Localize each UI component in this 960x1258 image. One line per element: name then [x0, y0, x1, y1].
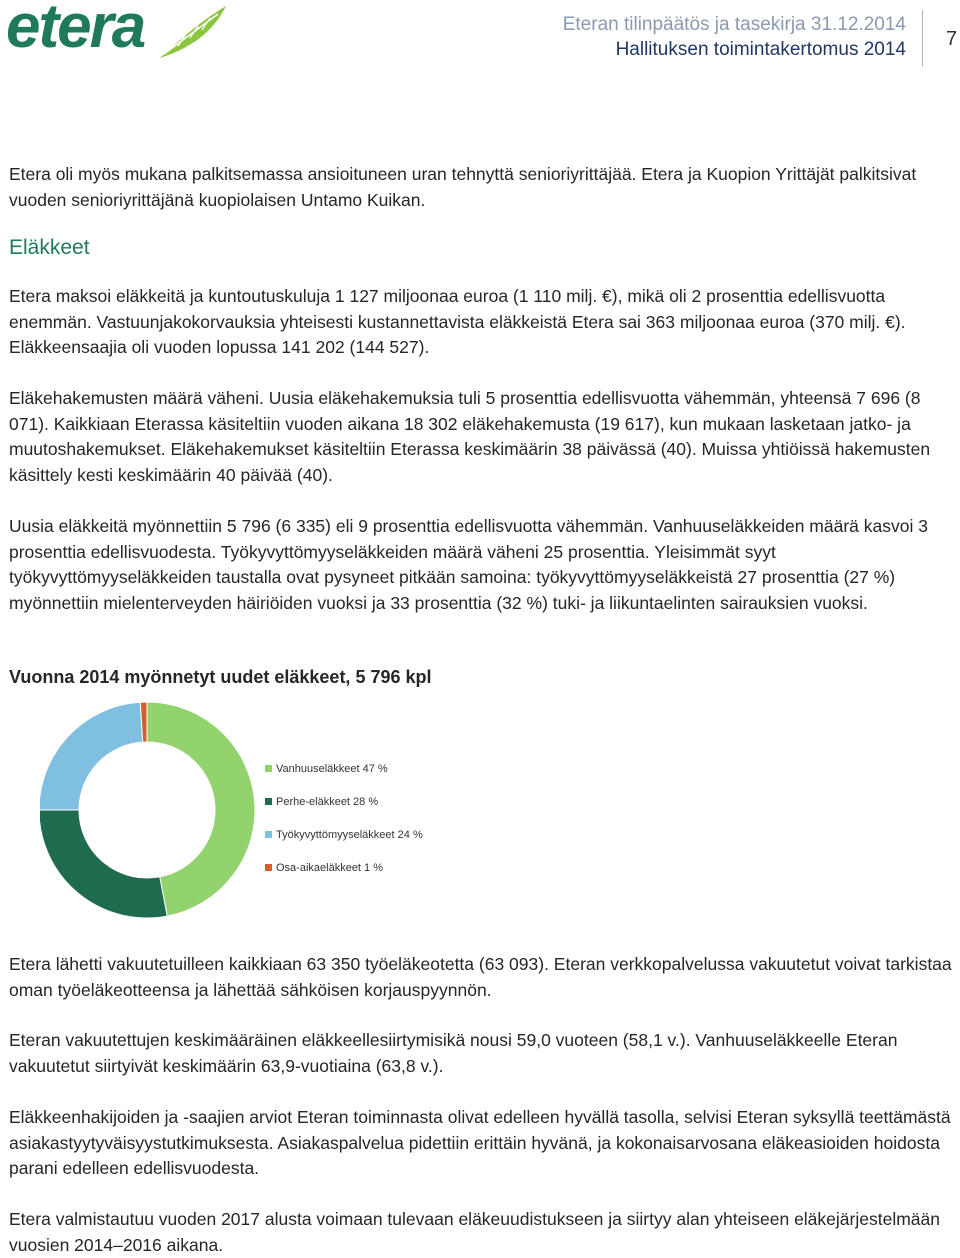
leaf-icon [156, 4, 230, 62]
paragraph-retirement-age: Eteran vakuutettujen keskimääräinen eläkkeellesiirtymisikä nousi 59,0 vuoteen (58,1 v.). Vanhuuseläkkeelle Eteran vakuutetut siirtyivät keskimäärin 63,9-vuotiaina (63,8 v.). [9, 1030, 898, 1076]
legend-label-1: Perhe-eläkkeet 28 % [276, 796, 379, 808]
intro-paragraph: Etera oli myös mukana palkitsemassa ansioituneen uran tehnyttä senioriyrittäjää. Etera ja Kuopion Yrittäjät palkitsivat vuoden senioriyrittäjänä kuopiolaisen Untamo Kuikan. [9, 164, 917, 210]
paragraph-pension-reform: Etera valmistautuu vuoden 2017 alusta voimaan tulevaan eläkeuudistukseen ja siirtyy alan yhteiseen eläkejärjestelmään vuosien 2014–2016 aikana. [9, 1209, 940, 1255]
paragraph-pensions-paid: Etera maksoi eläkkeitä ja kuntoutuskuluja 1 127 miljoonaa euroa (1 110 milj. €), mikä oli 2 prosenttia edellisvuotta enemmän. Vastuunjakokorvauksia yhteisesti kustannettavista eläkkeistä Etera sai 363 miljoonaa euroa (370 milj. €). Eläkkeensaajia oli vuoden lopussa 141 202 (144 527). [9, 286, 906, 357]
donut-slice-1 [40, 810, 167, 918]
donut-slice-2 [40, 702, 143, 810]
legend-label-3: Osa-aikaeläkkeet 1 % [276, 862, 383, 874]
header-divider [922, 10, 923, 66]
legend-label-2: Työkyvyttömyyseläkkeet 24 % [276, 829, 423, 841]
header-report-title: Eteran tilinpäätös ja tasekirja 31.12.2014 [562, 14, 906, 35]
header-section-title: Hallituksen toimintakertomus 2014 [615, 39, 906, 60]
logo-wordmark: etera [6, 0, 145, 61]
legend-swatch-3 [265, 864, 272, 871]
paragraph-new-pensions: Uusia eläkkeitä myönnettiin 5 796 (6 335) eli 9 prosenttia edellisvuotta vähemmän. Vanhuuseläkkeiden määrä kasvoi 3 prosenttia edellisvuodesta. Työkyvyttömyyseläkkeiden määrä väheni 25 prosenttia. Yleisimmät syyt työkyvyttömyyseläkkeiden taustalla ovat pysyneet pitkään samoina: työkyvyttömyyseläkkeistä 27 prosenttia (27 %) myönnettiin mielenterveyden häiriöiden vuoksi ja 33 prosenttia (32 %) tuki- ja liikuntaelinten sairauksien vuoksi. [9, 516, 928, 613]
paragraph-pension-statements: Etera lähetti vakuutetuilleen kaikkiaan 63 350 työeläkeotetta (63 093). Eteran verkkopalvelussa vakuutetut voivat tarkistaa oman työeläkeotteensa ja lähettää sähköisen korjauspyynnön. [9, 954, 952, 1000]
chart-title: Vuonna 2014 myönnetyt uudet eläkkeet, 5 796 kpl [9, 667, 432, 687]
section-heading: Eläkkeet [9, 236, 90, 259]
paragraph-applications: Eläkehakemusten määrä väheni. Uusia eläkehakemuksia tuli 5 prosenttia edellisvuotta vähemmän, yhteensä 7 696 (8 071). Kaikkiaan Eterassa käsiteltiin vuoden aikana 18 302 eläkehakemusta (19 617), kun mukaan lasketaan jatko- ja muutoshakemukset. Eläkehakemukset käsiteltiin Eterassa keskimäärin 38 päivässä (40). Muissa yhtiöissä hakemusten käsittely kesti keskimäärin 40 päivää (40). [9, 388, 931, 485]
etera-logo [6, 2, 226, 64]
paragraph-customer-survey: Eläkkeenhakijoiden ja -saajien arviot Eteran toiminnasta olivat edelleen hyvällä tasolla, selvisi Eteran syksyllä teettämästä asiakastyytyväisyystutkimuksesta. Asiakaspalvelua pidettiin erittäin hyvänä, ja kokonaisarvosana eläkeasioiden hoidosta parani edelleen edellisvuodesta. [9, 1107, 951, 1178]
legend-swatch-0 [265, 765, 272, 772]
legend-swatch-1 [265, 798, 272, 805]
legend-label-0: Vanhuuseläkkeet 47 % [276, 763, 388, 775]
document-header [563, 12, 906, 62]
page-number: 7 [946, 28, 958, 50]
donut-slice-0 [147, 702, 255, 916]
legend-swatch-2 [265, 831, 272, 838]
pension-donut-chart [40, 700, 460, 920]
